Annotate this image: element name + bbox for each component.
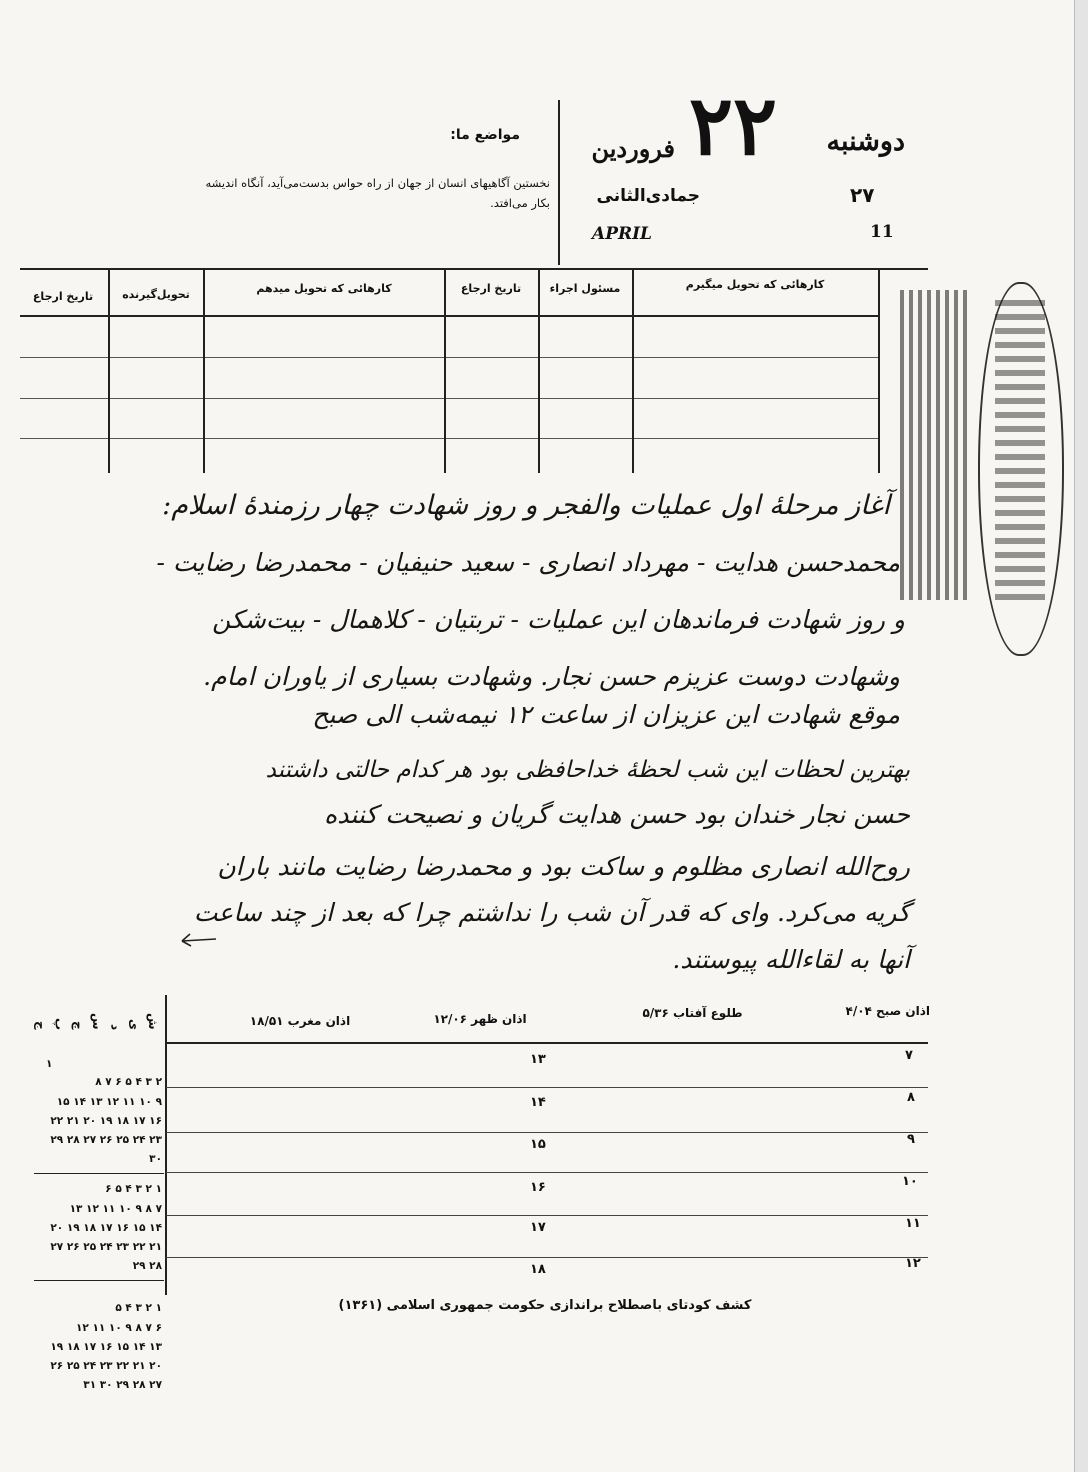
schedule-divider [165,995,167,1295]
weekday-header: ش ی د س چ پ ج [34,1013,160,1030]
handwriting-line-10: آنها به لقاء‌الله پیوستند. [672,945,910,974]
cal-row: ۸ ۷ ۶ ۵ ۴ ۳ ۲ [95,1076,162,1088]
cal-row: ۶ ۵ ۴ ۳ ۲ ۱ [105,1183,162,1195]
lunar-day: ۲۷ [850,183,875,207]
hour-left: ۹ [907,1132,915,1147]
handwriting-line-5: موقع شهادت این عزیزان از ساعت ۱۲ نیمه‌شب الی صبح [312,700,900,729]
handwriting-line-4: وشهادت دوست عزیزم حسن نجار. وشهادت بسیاری از یاوران امام. [203,662,900,691]
prayer-sunrise: طلوع آفتاب ۵/۳۶ [642,1006,743,1020]
handwriting-line-2: محمدحسن هدایت - مهرداد انصاری - سعید حنیفیان - محمدرضا رضایت - [156,548,900,577]
hour-right: ۱۶ [530,1180,546,1195]
cal-row: ۲۶ ۲۵ ۲۴ ۲۳ ۲۲ ۲۱ ۲۰ [50,1360,162,1372]
handwriting-line-6: بهترین لحظات این شب لحظهٔ خداحافظی بود هر کدام حالتی داشتند [265,757,910,783]
footer-note: کشف کودتای باصطلاح براندازی حکومت جمهوری اسلامی (۱۳۶۱) [338,1298,752,1313]
cal-row: ۳۰ [149,1153,162,1165]
cal-row: ۱۵ ۱۴ ۱۳ ۱۲ ۱۱ ۱۰ ۹ [56,1096,162,1108]
handwriting-line-8: روح‌الله انصاری مظلوم و ساکت بود و محمدرضا رضایت مانند باران [217,852,910,881]
arrow-left-icon [178,930,218,950]
weekday-label: دوشنبه [826,126,905,157]
cal-row: ۱۳ ۱۲ ۱۱ ۱۰ ۹ ۸ ۷ [69,1203,162,1215]
prayer-noon: اذان ظهر ۱۲/۰۶ [433,1012,527,1026]
cal-row: ۱۹ ۱۸ ۱۷ ۱۶ ۱۵ ۱۴ ۱۳ [50,1341,162,1353]
lunar-month: جمادی‌الثانی [596,186,700,206]
hour-right: ۱۸ [530,1262,546,1277]
topics-title: مواضع ما: [450,127,520,143]
cal-row: ۱۲ ۱۱ ۱۰ ۹ ۸ ۷ ۶ [75,1322,162,1334]
hour-left: ۱۰ [902,1174,918,1189]
hour-left: ۷ [905,1048,913,1063]
gregorian-month: APRIL [592,224,653,244]
hour-left: ۱۲ [905,1256,921,1271]
handwriting-line-7: حسن نجار خندان بود حسن هدایت گریان و نصیحت کننده [324,800,910,829]
col-receiver: تحویل‌گیرنده [122,288,190,301]
binding-edge [1074,0,1088,1472]
hour-left: ۸ [907,1090,915,1105]
hour-right: ۱۷ [530,1220,546,1235]
quote-line-2: بکار می‌افتد. [490,196,550,210]
hour-right: ۱۵ [530,1137,546,1152]
header-divider [558,100,560,265]
handwriting-line-3: و روز شهادت فرماندهان این عملیات - تربتیان - کلاهمال - بیت‌شکن [212,605,905,634]
cal-row: ۵ ۴ ۳ ۲ ۱ [115,1302,162,1314]
col-ref-date-2: تاریخ ارجاع [32,290,94,303]
cal-prev-row: ۱ [46,1058,53,1070]
cal-row: ۲۲ ۲۱ ۲۰ ۱۹ ۱۸ ۱۷ ۱۶ [50,1115,162,1127]
day-number: ۲۲ [688,78,778,174]
cal-row: ۲۹ ۲۸ ۲۷ ۲۶ ۲۵ ۲۴ ۲۳ [50,1134,162,1146]
col-executor: مسئول اجراء [549,282,621,295]
col-ref-date-1: تاریخ ارجاع [460,282,522,295]
col-receive: کارهائی که تحویل میگیرم [685,278,825,291]
col-deliver: کارهائی که تحویل میدهم [256,282,392,295]
handwriting-line-9: گریه می‌کرد. وای که قدر آن شب را نداشتم چرا که بعد از چند ساعت [193,898,910,927]
hour-left: ۱۱ [905,1216,921,1231]
hour-right: ۱۴ [530,1095,546,1110]
gregorian-day: 11 [870,222,894,242]
hour-right: ۱۳ [530,1052,546,1067]
quote-line-1: نخستین آگاهیهای انسان از جهان از راه حواس بدست‌می‌آید، آنگاه اندیشه [205,176,550,190]
cal-row: ۲۷ ۲۶ ۲۵ ۲۴ ۲۳ ۲۲ ۲۱ [50,1241,162,1253]
prayer-maghrib: اذان مغرب ۱۸/۵۱ [249,1014,351,1028]
month-label: فروردین [591,134,675,163]
handwriting-line-1: آغاز مرحلهٔ اول عملیات والفجر و روز شهادت چهار رزمندهٔ اسلام: [162,490,890,521]
prayer-fajr: اذان صبح ۴/۰۴ [845,1004,930,1018]
cal-row: ۳۱ ۳۰ ۲۹ ۲۸ ۲۷ [83,1379,162,1391]
cal-row: ۲۰ ۱۹ ۱۸ ۱۷ ۱۶ ۱۵ ۱۴ [50,1222,162,1234]
cal-row: ۲۹ ۲۸ [132,1260,162,1272]
